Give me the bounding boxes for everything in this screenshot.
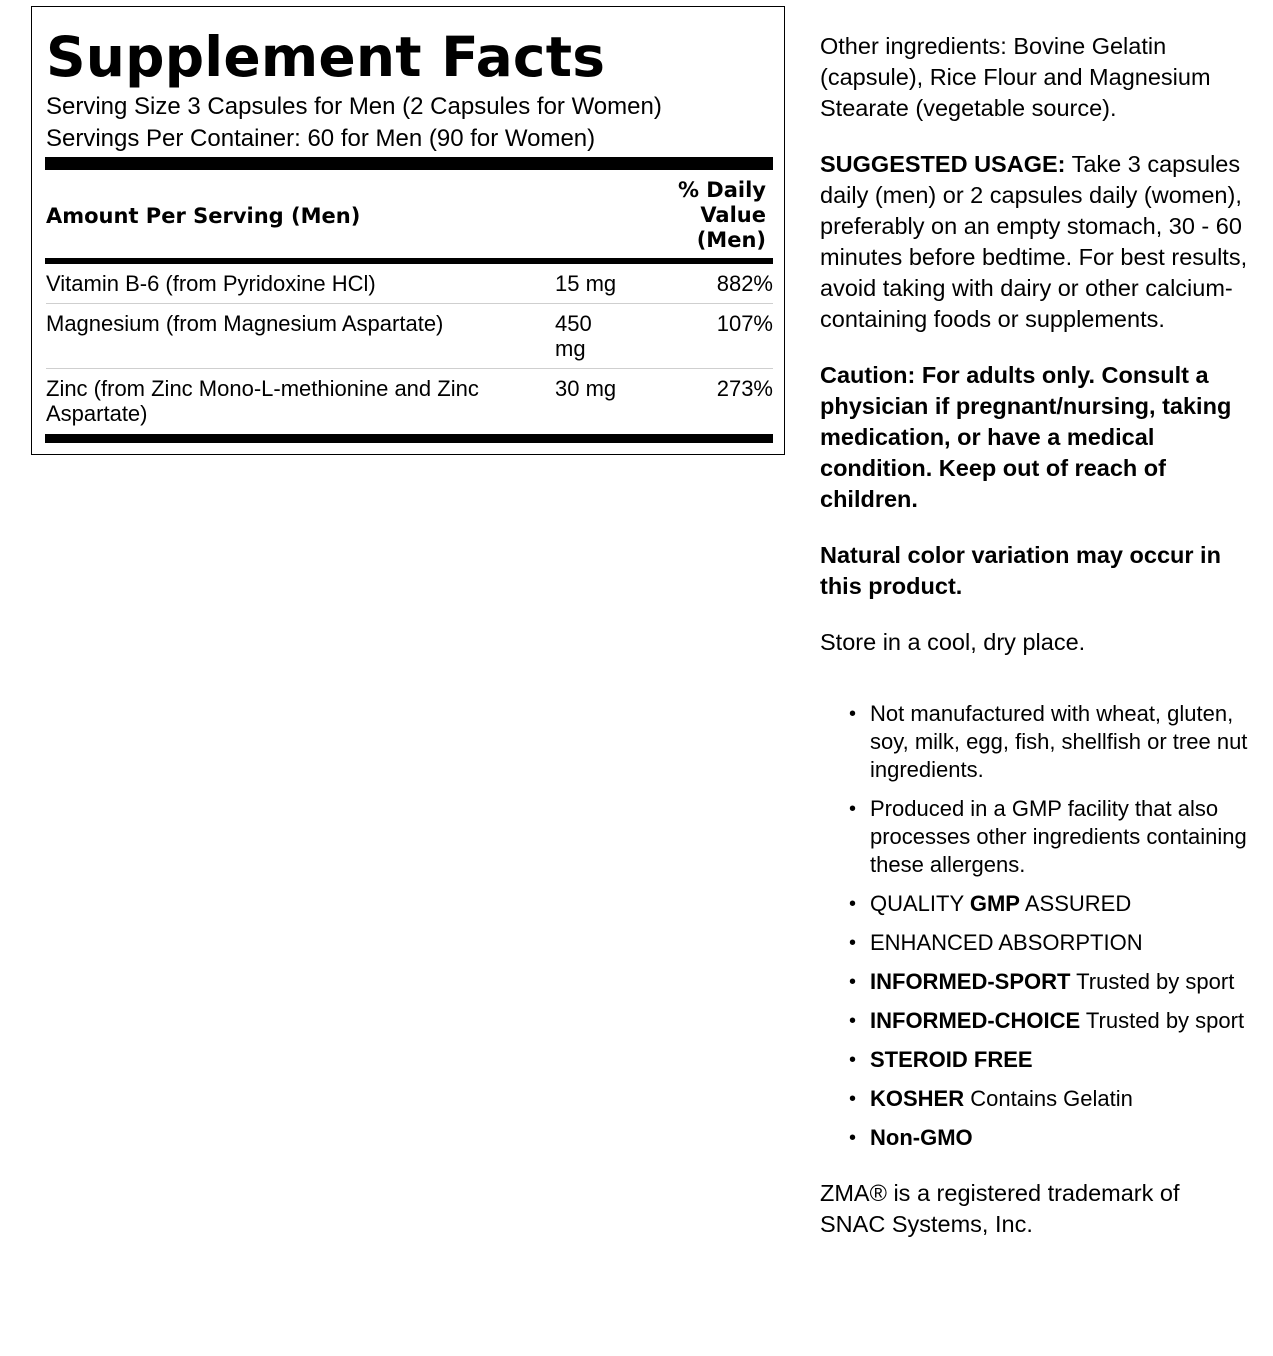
serving-size: Serving Size 3 Capsules for Men (2 Capsules for Women) [46,93,662,120]
trademark-notice: ZMA® is a registered trademark of SNAC Systems, Inc. [820,1180,1180,1237]
nutrient-daily-value: 107% [716,311,773,336]
bullet-icon: • [849,703,857,725]
bullet-icon: • [849,932,857,954]
list-item [820,929,1250,957]
nutrient-row-zinc [46,376,773,430]
bullet-icon: • [849,798,857,820]
feature-list [820,700,1250,1152]
feature-bold-text: KOSHER [870,1086,965,1111]
list-item [820,700,1250,784]
header-dv-line: Value [700,203,766,227]
feature-bold-text: STEROID FREE [870,1047,1033,1072]
list-item [820,1007,1250,1035]
feature-text: Contains Gelatin [964,1086,1133,1111]
nutrient-name: Vitamin B-6 (from Pyridoxine HCl) [46,271,376,296]
bullet-icon: • [849,971,857,993]
divider-thick-middle [45,258,773,264]
suggested-usage-label: SUGGESTED USAGE: [820,151,1066,177]
storage-instructions: Store in a cool, dry place. [820,629,1086,655]
nutrient-name: Zinc (from Zinc Mono-L-methionine and Zinc Aspartate) [46,376,479,426]
bullet-icon: • [849,1049,857,1071]
feature-text: Not manufactured with wheat, gluten, soy, milk, egg, fish, shellfish or tree nut ingredients. [870,701,1248,782]
servings-per-container: Servings Per Container: 60 for Men (90 for Women) [46,125,596,152]
caution-text: Caution: For adults only. Consult a physician if pregnant/nursing, taking medication, or have a medical condition. Keep out of reach of children. [820,362,1232,512]
feature-text: QUALITY [870,891,970,916]
feature-text: Trusted by sport [1080,1008,1245,1033]
feature-text: ENHANCED ABSORPTION [870,930,1143,955]
header-dv-line: % Daily [677,178,766,202]
header-amount-per-serving: Amount Per Serving (Men) [46,204,361,228]
feature-text: ASSURED [1019,891,1132,916]
nutrient-daily-value: 273% [716,376,773,401]
facts-title: Supplement Facts [46,25,606,89]
nutrient-name: Magnesium (from Magnesium Aspartate) [46,311,444,336]
list-item [820,795,1250,879]
feature-bold-text: GMP [969,891,1020,916]
list-item [820,890,1250,918]
bullet-icon: • [849,1010,857,1032]
feature-bold-text: Non-GMO [870,1125,973,1150]
list-item [820,1085,1250,1113]
suggested-usage-text: Take 3 capsules daily (men) or 2 capsules daily (women), preferably on an empty stomach, 30 - 60 minutes before bedtime. For best results, avoid taking with dairy or other calcium-containing foods or supplements. [820,151,1248,332]
divider-thick-top [45,157,773,170]
divider-thick-bottom [45,434,773,443]
color-variation-note: Natural color variation may occur in this product. [820,542,1221,599]
product-info-column [820,31,1250,1240]
nutrient-row-vitamin-b6 [46,271,773,304]
header-dv-line: (Men) [696,228,766,252]
list-item [820,1046,1250,1074]
list-item [820,968,1250,996]
nutrient-amount: 450 mg [555,311,592,361]
nutrient-amount: 15 mg [555,271,617,296]
feature-bold-text: INFORMED-SPORT [870,969,1071,994]
header-daily-value [626,178,766,253]
nutrient-daily-value: 882% [716,271,773,296]
supplement-facts-panel [31,6,785,455]
other-ingredients: Other ingredients: Bovine Gelatin (capsule), Rice Flour and Magnesium Stearate (vegetable source). [820,33,1211,121]
bullet-icon: • [849,1127,857,1149]
bullet-icon: • [849,1088,857,1110]
nutrient-row-magnesium [46,311,773,369]
nutrient-amount: 30 mg [555,376,617,401]
feature-text: Trusted by sport [1070,969,1235,994]
list-item [820,1124,1250,1152]
feature-bold-text: INFORMED-CHOICE [870,1008,1081,1033]
bullet-icon: • [849,893,857,915]
suggested-usage [820,149,1250,335]
feature-text: Produced in a GMP facility that also processes other ingredients containing these allergens. [870,796,1247,877]
